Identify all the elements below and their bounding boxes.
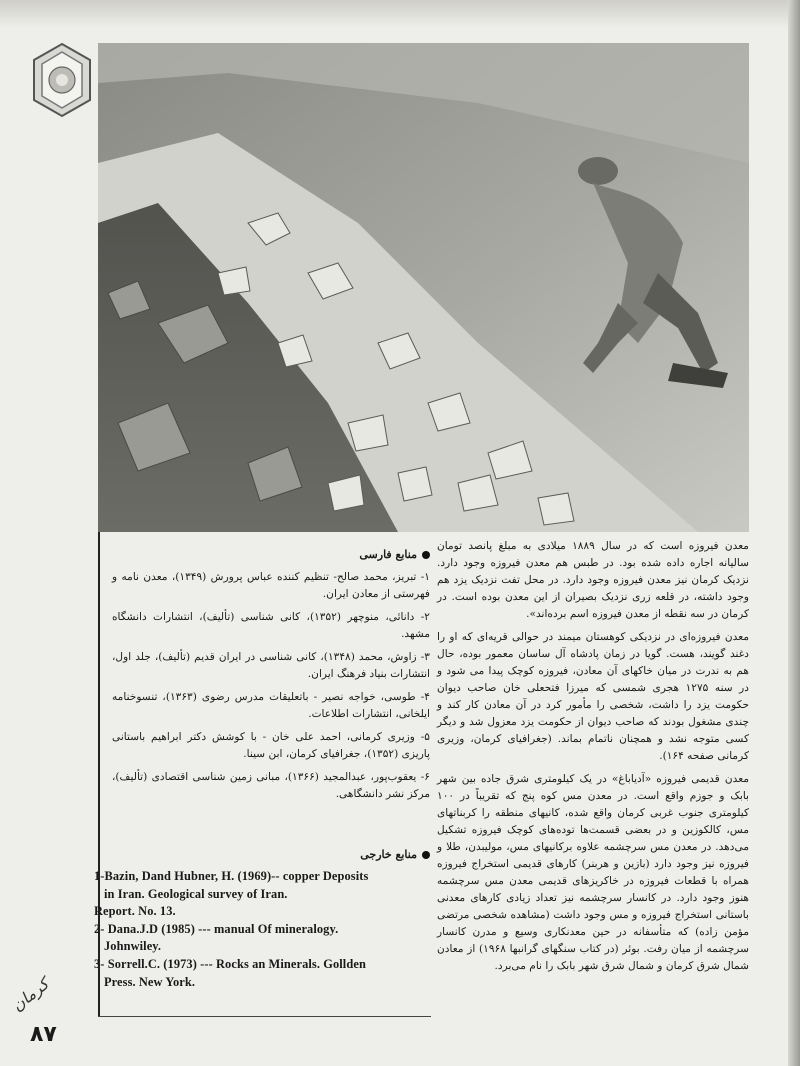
article-body xyxy=(437,538,749,981)
foreign-sources-list xyxy=(94,868,430,991)
article-paragraph: معدن قدیمی فیروزه «آدیاباغ» در یک کیلومتری شرق جاده بین شهر بابک و جوزم واقع است. در معدن مس کوه پنج که تقریباً در ۱۰۰ کیلومتری جنوب غربی کرمان واقع شده، کانیهای منطقه را کربناتهای مس، کالکوزین و در بعضی قسمت‌ها توده‌های کوچک فیروزه تشکیل می‌دهد. در معدن مس سرچشمه علاوه برکانیهای مس، مولیبدن، طلا و فیروزه نیز وجود دارد (بازین و هربنر) کارهای قدیمی استخراج فیروزه همراه با قطعات فیروزه در خاکریزهای قدیمی معدن مس سرچشمه هنوز وجود دارد. در کانسار سرچشمه نیز تعداد زیادی کارهای معدنی باستانی استخراج فیروزه و مس وجود داشت (مشاهده شخصی مرتضی مؤمن زاده) که متأسفانه در حین معدنکاری وسیع و مدرن کانسار سرچشمه از میان رفت. بوئر (در کتاب سنگهای گرانبها ۱۹۶۸) از معادن شمال شرق کرمان و شمال شرق شهر بابک را نام می‌برد. xyxy=(437,773,749,972)
reference-item: ۶- یعقوب‌پور، عبدالمجید (۱۳۶۶)، مبانی زمین شناسی اقتصادی (تألیف)، مرکز نشر دانشگاهی. xyxy=(112,771,430,800)
reference-item: ۲- دانائی، منوچهر (۱۳۵۲)، کانی شناسی (تألیف)، انتشارات دانشگاه مشهد. xyxy=(112,611,430,640)
bullet-icon xyxy=(422,551,430,559)
foreign-reference-line: 2- Dana.J.D (1985) --- manual Of mineralogy. xyxy=(94,921,339,936)
article-paragraph: معدن فیروزه‌ای در نزدیکی کوهستان میمند در حوالی قریه‌ای که او را دغند گویند، هست. گویا در زمان پادشاه آل ساسان معمور بوده، حال هم به ندرت در میان خاکهای آن معادن، فیروزه کوچک پیدا می شود و در سنه ۱۲۷۵ هجری شمسی که میرزا فتحعلی خان صاحب دیوان حکومت یزد را داشت، شخصی را مأمور کرد در آن معادن کار کند و چندی مشغول بودند که صاحب دیوان از حکومت یزد معزول شد و دیگر کسی متوجه نشد و همچنان ناتمام بماند. (جغرافیای کرمان، وزیری کرمانی صفحه ۱۶۴). xyxy=(437,631,749,762)
persian-sources-section xyxy=(112,546,430,809)
reference-item: ۵- وزیری کرمانی، احمد علی خان - با کوشش دکتر ابراهیم باستانی پاریزی (۱۳۵۲)، جغرافیای کرمان، ابن سینا. xyxy=(112,731,430,760)
reference-item: ۱- تبریز، محمد صالح- تنظیم کننده عباس پرورش (۱۳۴۹)، معدن نامه و فهرستی از معادن ایران. xyxy=(112,571,430,600)
reference-item: ۴- طوسی، خواجه نصیر - باتعلیقات مدرس رضوی (۱۳۶۳)، تنسوخنامه ایلخانی، انتشارات اطلاعات. xyxy=(112,691,430,720)
mine-photograph xyxy=(98,43,749,532)
reference-item: ۳- زاوش، محمد (۱۳۴۸)، کانی شناسی در ایران قدیم (تألیف)، جلد اول، انتشارات بنیاد فرهنگ ایران. xyxy=(112,651,430,680)
foreign-sources-heading: منابع خارجی xyxy=(300,848,430,861)
mine-photo-image xyxy=(98,43,749,532)
page-top-shadow xyxy=(0,0,800,28)
footer-rule xyxy=(98,1016,431,1017)
persian-sources-heading: منابع فارسی xyxy=(112,546,430,563)
foreign-reference-line: Press. New York. xyxy=(104,974,196,989)
foreign-reference-line: 1-Bazin, Dand Hubner, H. (1969)-- copper Deposits xyxy=(94,869,369,883)
page-edge-shadow xyxy=(788,0,800,1066)
magazine-emblem-icon xyxy=(30,42,94,118)
bullet-icon xyxy=(422,851,430,859)
page-number: ۸۷ xyxy=(30,1022,57,1047)
foreign-reference-line: Report. No. 13. xyxy=(94,904,176,919)
foreign-reference-line: Johnwiley. xyxy=(104,939,162,954)
magazine-logo: کرمان xyxy=(8,974,53,1015)
article-paragraph: معدن فیروزه است که در سال ۱۸۸۹ میلادی به مبلغ پانصد تومان سالیانه اجاره داده شده بود. در طبس هم معدن فیروزه وجود دارد. نزدیک کرمان نیز معدن فیروزه وجود دارد. در محل تفت نزدیک یزد هم وجود داشته، در قلعه زری نزدیک بصیران از این معدن بوده است. در کرمان در سه نقطه از معدن فیروزه اسم برده‌اند». xyxy=(437,540,749,620)
foreign-reference-line: 3- Sorrell.C. (1973) --- Rocks an Minerals. Gollden xyxy=(94,956,366,971)
foreign-reference-line: in Iran. Geological survey of Iran. xyxy=(104,886,288,901)
